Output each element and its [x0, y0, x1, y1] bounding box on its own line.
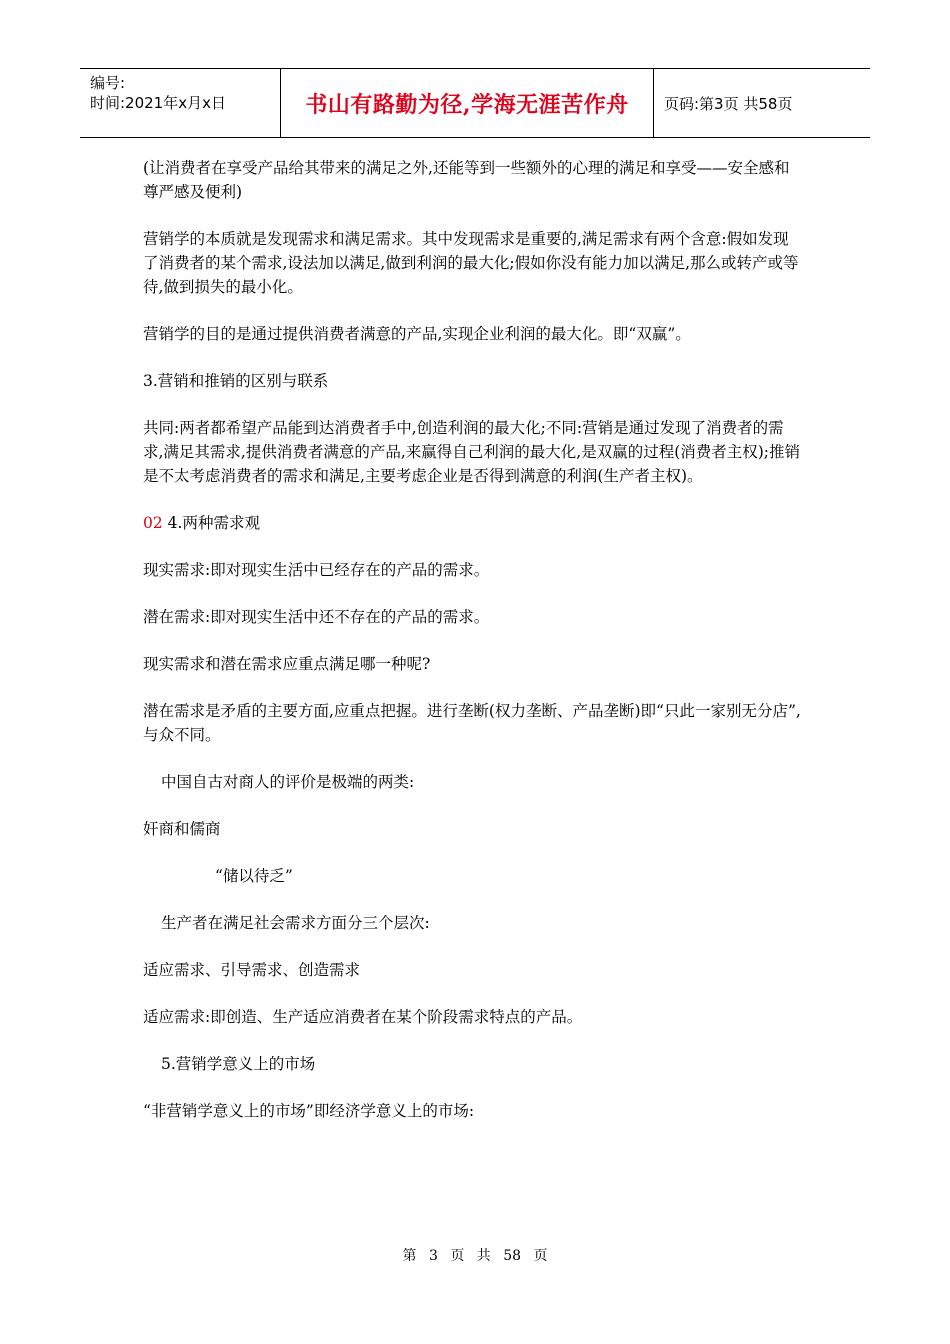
- page-footer: [0, 1245, 950, 1265]
- paragraph: 适应需求:即创造、生产适应消费者在某个阶段需求特点的产品。: [143, 1008, 583, 1026]
- paragraph: “非营销学意义上的市场”即经济学意义上的市场:: [143, 1102, 475, 1120]
- quote: “储以待乏”: [215, 867, 293, 885]
- paragraph: 现实需求:即对现实生活中已经存在的产品的需求。: [143, 561, 490, 579]
- header-page-label: 页码:第3页 共58页: [664, 94, 793, 113]
- section-heading: 3.营销和推销的区别与联系: [143, 372, 329, 390]
- header-meta: [80, 69, 281, 137]
- footer-ye: 页: [533, 1248, 548, 1264]
- paragraph: 生产者在满足社会需求方面分三个层次:: [161, 914, 430, 932]
- number-label: 编号:: [90, 74, 126, 92]
- paragraph: 潜在需求:即对现实生活中还不存在的产品的需求。: [143, 608, 490, 626]
- paragraph: 营销学的本质就是发现需求和满足需求。其中发现需求是重要的,满足需求有两个含意:假如发现了消费者的某个需求,设法加以满足,做到利润的最大化;假如你没有能力加以满足,那么或转产或等待,做到损失的最小化。: [143, 230, 799, 296]
- section-heading: [143, 511, 803, 535]
- paragraph: 共同:两者都希望产品能到达消费者手中,创造利润的最大化;不同:营销是通过发现了消费者的需求,满足其需求,提供消费者满意的产品,来赢得自己利润的最大化,是双赢的过程(消费者主权);推销是不太考虑消费者的需求和满足,主要考虑企业是否得到满意的利润(生产者主权)。: [143, 419, 801, 485]
- paragraph: 现实需求和潜在需求应重点满足哪一种呢?: [143, 655, 431, 673]
- footer-total-pages: 58: [503, 1248, 522, 1264]
- paragraph: (让消费者在享受产品给其带来的满足之外,还能等到一些额外的心理的满足和享受——安全感和尊严感及便利): [143, 159, 790, 201]
- heading-marker: 02: [143, 514, 163, 532]
- paragraph: 适应需求、引导需求、创造需求: [143, 961, 361, 979]
- date-label: 时间:2021年x月x日: [90, 94, 226, 112]
- heading-text: 4.两种需求观: [162, 514, 260, 532]
- paragraph: 中国自古对商人的评价是极端的两类:: [161, 773, 415, 791]
- footer-di: 第: [402, 1248, 417, 1264]
- document-body: [143, 156, 803, 1123]
- header-motto: 书山有路勤为径,学海无涯苦作舟: [281, 69, 654, 137]
- paragraph: 潜在需求是矛盾的主要方面,应重点把握。进行垄断(权力垄断、产品垄断)即“只此一家别无分店”,与众不同。: [143, 702, 801, 744]
- footer-gong: 共: [476, 1248, 491, 1264]
- paragraph: 奸商和儒商: [143, 820, 221, 838]
- page-header: [80, 68, 870, 138]
- footer-ye: 页: [450, 1248, 465, 1264]
- footer-page-number: 3: [428, 1248, 438, 1264]
- section-heading: 5.营销学意义上的市场: [161, 1055, 316, 1073]
- paragraph: 营销学的目的是通过提供消费者满意的产品,实现企业利润的最大化。即“双赢”。: [143, 325, 691, 343]
